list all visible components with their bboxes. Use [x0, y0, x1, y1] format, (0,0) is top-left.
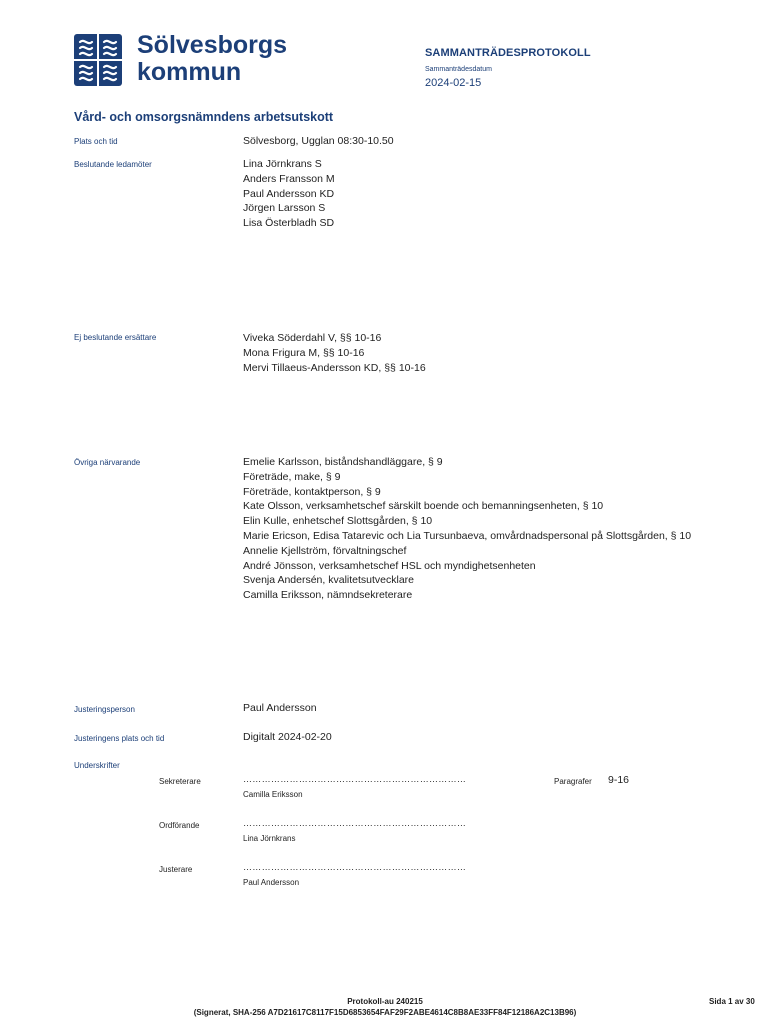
adjustment-place-label: Justeringens plats och tid [74, 734, 165, 743]
solvesborg-logo-icon [74, 34, 122, 86]
voting-members-label: Beslutande ledamöter [74, 160, 152, 169]
logo-line-2: kommun [137, 58, 242, 86]
list-item: Mervi Tillaeus-Andersson KD, §§ 10-16 [243, 361, 426, 374]
meeting-date-label: Sammanträdesdatum [425, 66, 492, 73]
logo-line-1: Sölvesborgs [137, 31, 288, 59]
signer-name: Paul Andersson [243, 878, 300, 887]
adjuster-label: Justeringsperson [74, 705, 135, 714]
list-item: Svenja Andersén, kvalitetsutvecklare [243, 574, 415, 587]
list-item: Anders Fransson M [243, 172, 335, 185]
others-present-list [243, 455, 723, 603]
place-time-label: Plats och tid [74, 137, 118, 146]
list-item: Företräde, make, § 9 [243, 470, 341, 483]
signature-line: ……………………………………………………………… [243, 774, 467, 784]
adjustment-place-value: Digitalt 2024-02-20 [243, 731, 332, 743]
list-item: Jörgen Larsson S [243, 202, 326, 215]
list-item: Lisa Österbladh SD [243, 217, 335, 230]
list-item: Elin Kulle, enhetschef Slottsgården, § 10 [243, 515, 433, 528]
paragraphs-value: 9-16 [608, 774, 630, 786]
list-item: André Jönsson, verksamhetschef HSL och myndighetsenheten [243, 559, 536, 572]
place-time-value: Sölvesborg, Ugglan 08:30-10.50 [243, 135, 394, 147]
list-item: Viveka Söderdahl V, §§ 10-16 [243, 332, 382, 344]
substitutes-label: Ej beslutande ersättare [74, 333, 157, 342]
signature-line: ……………………………………………………………… [243, 862, 467, 872]
signer-role: Sekreterare [159, 777, 201, 786]
footer-signature-hash: (Signerat, SHA-256 A7D21617C8117F15D6853654FAF29F2ABE4614C8B8AE33FF84F12186A2C13B96) [193, 1008, 577, 1017]
protocol-title: SAMMANTRÄDESPROTOKOLL [425, 47, 591, 59]
voting-members-list [243, 157, 335, 231]
list-item: Paul Andersson KD [243, 187, 335, 200]
signer-name: Lina Jörnkrans [243, 834, 296, 843]
list-item: Företräde, kontaktperson, § 9 [243, 485, 381, 498]
list-item: Mona Frigura M, §§ 10-16 [243, 346, 365, 359]
signatures-label: Underskrifter [74, 761, 120, 770]
list-item: Annelie Kjellström, förvaltningschef [243, 544, 407, 557]
footer-protocol-id: Protokoll-au 240215 [347, 997, 423, 1006]
list-item: Camilla Eriksson, nämndsekreterare [243, 589, 413, 602]
list-item: Kate Olsson, verksamhetschef särskilt boende och bemanningsenheten, § 10 [243, 500, 604, 513]
adjuster-value: Paul Andersson [243, 702, 317, 714]
meeting-date: 2024-02-15 [425, 77, 482, 89]
paragraphs-label: Paragrafer [554, 777, 592, 786]
list-item: Lina Jörnkrans S [243, 158, 322, 170]
list-item: Marie Ericson, Edisa Tatarevic och Lia Tursunbaeva, omvårdnadspersonal på Slottsgården, § 10 [243, 529, 692, 542]
others-present-label: Övriga närvarande [74, 458, 141, 467]
footer-protocol-info [0, 996, 770, 1018]
logo-wordmark [137, 32, 287, 86]
substitutes-list [243, 331, 426, 375]
committee-title: Vård- och omsorgsnämndens arbetsutskott [74, 110, 334, 124]
signer-role: Justerare [159, 865, 193, 874]
signer-role: Ordförande [159, 821, 200, 830]
page-number: Sida 1 av 30 [709, 997, 755, 1006]
list-item: Emelie Karlsson, biståndshandläggare, § 9 [243, 456, 443, 468]
signer-name: Camilla Eriksson [243, 790, 303, 799]
signature-line: ……………………………………………………………… [243, 818, 467, 828]
